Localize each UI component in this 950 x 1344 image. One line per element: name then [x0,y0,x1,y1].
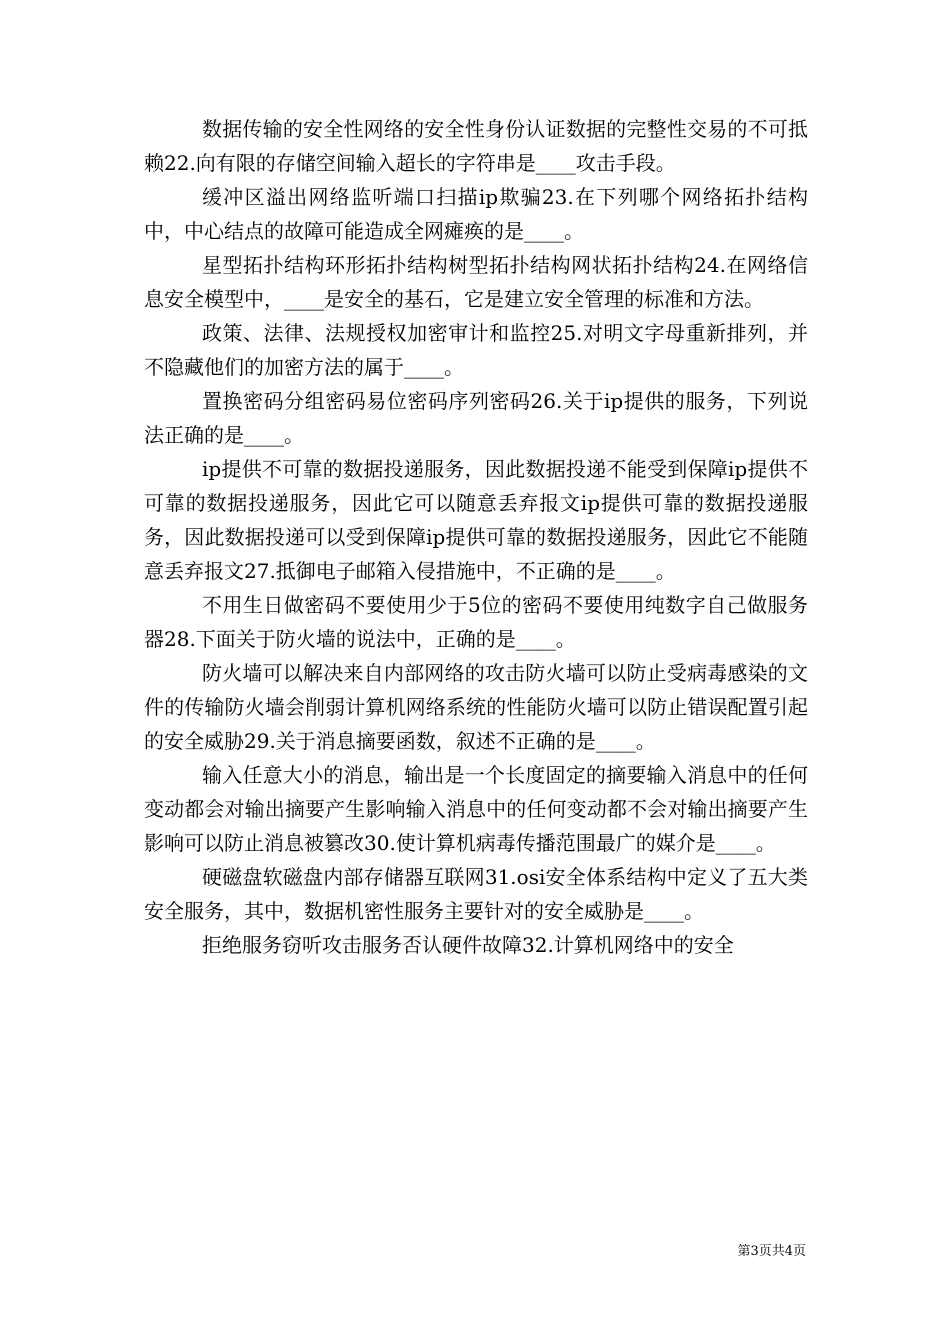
paragraph-5: 置换密码分组密码易位密码序列密码26.关于ip提供的服务，下列说法正确的是____。 [144,389,808,447]
page-number: 第3页共4页 [737,1244,806,1259]
paragraph-3: 星型拓扑结构环形拓扑结构树型拓扑结构网状拓扑结构24.在网络信息安全模型中，____是安全的基石，它是建立安全管理的标准和方法。 [144,253,808,311]
paragraph-11: 拒绝服务窃听攻击服务否认硬件故障32.计算机网络中的安全 [202,933,734,957]
paragraph-4: 政策、法律、法规授权加密审计和监控25.对明文字母重新排列，并不隐藏他们的加密方法的属于____。 [144,321,808,379]
paragraph-6: ip提供不可靠的数据投递服务，因此数据投递不能受到保障ip提供不可靠的数据投递服务，因此它可以随意丢弃报文ip提供可靠的数据投递服务，因此数据投递可以受到保障ip提供可靠的数据投递服务，因此它不能随意丢弃报文27.抵御电子邮箱入侵措施中，不正确的是____。 [144,457,808,583]
paragraph-2: 缓冲区溢出网络监听端口扫描ip欺骗23.在下列哪个网络拓扑结构中，中心结点的故障可能造成全网瘫痪的是____。 [144,185,808,243]
paragraph-9: 输入任意大小的消息，输出是一个长度固定的摘要输入消息中的任何变动都会对输出摘要产生影响输入消息中的任何变动都不会对输出摘要产生影响可以防止消息被篡改30.使计算机病毒传播范围最广的媒介是____。 [144,763,808,855]
paragraph-8: 防火墙可以解决来自内部网络的攻击防火墙可以防止受病毒感染的文件的传输防火墙会削弱计算机网络系统的性能防火墙可以防止错误配置引起的安全威胁29.关于消息摘要函数，叙述不正确的是____。 [144,661,808,753]
paragraph-1: 数据传输的安全性网络的安全性身份认证数据的完整性交易的不可抵赖22.向有限的存储空间输入超长的字符串是____攻击手段。 [144,117,808,175]
document-body [144,112,808,962]
paragraph-10: 硬磁盘软磁盘内部存储器互联网31.osi安全体系结构中定义了五大类安全服务，其中，数据机密性服务主要针对的安全威胁是____。 [144,865,808,923]
paragraph-7: 不用生日做密码不要使用少于5位的密码不要使用纯数字自己做服务器28.下面关于防火墙的说法中，正确的是____。 [144,593,808,651]
